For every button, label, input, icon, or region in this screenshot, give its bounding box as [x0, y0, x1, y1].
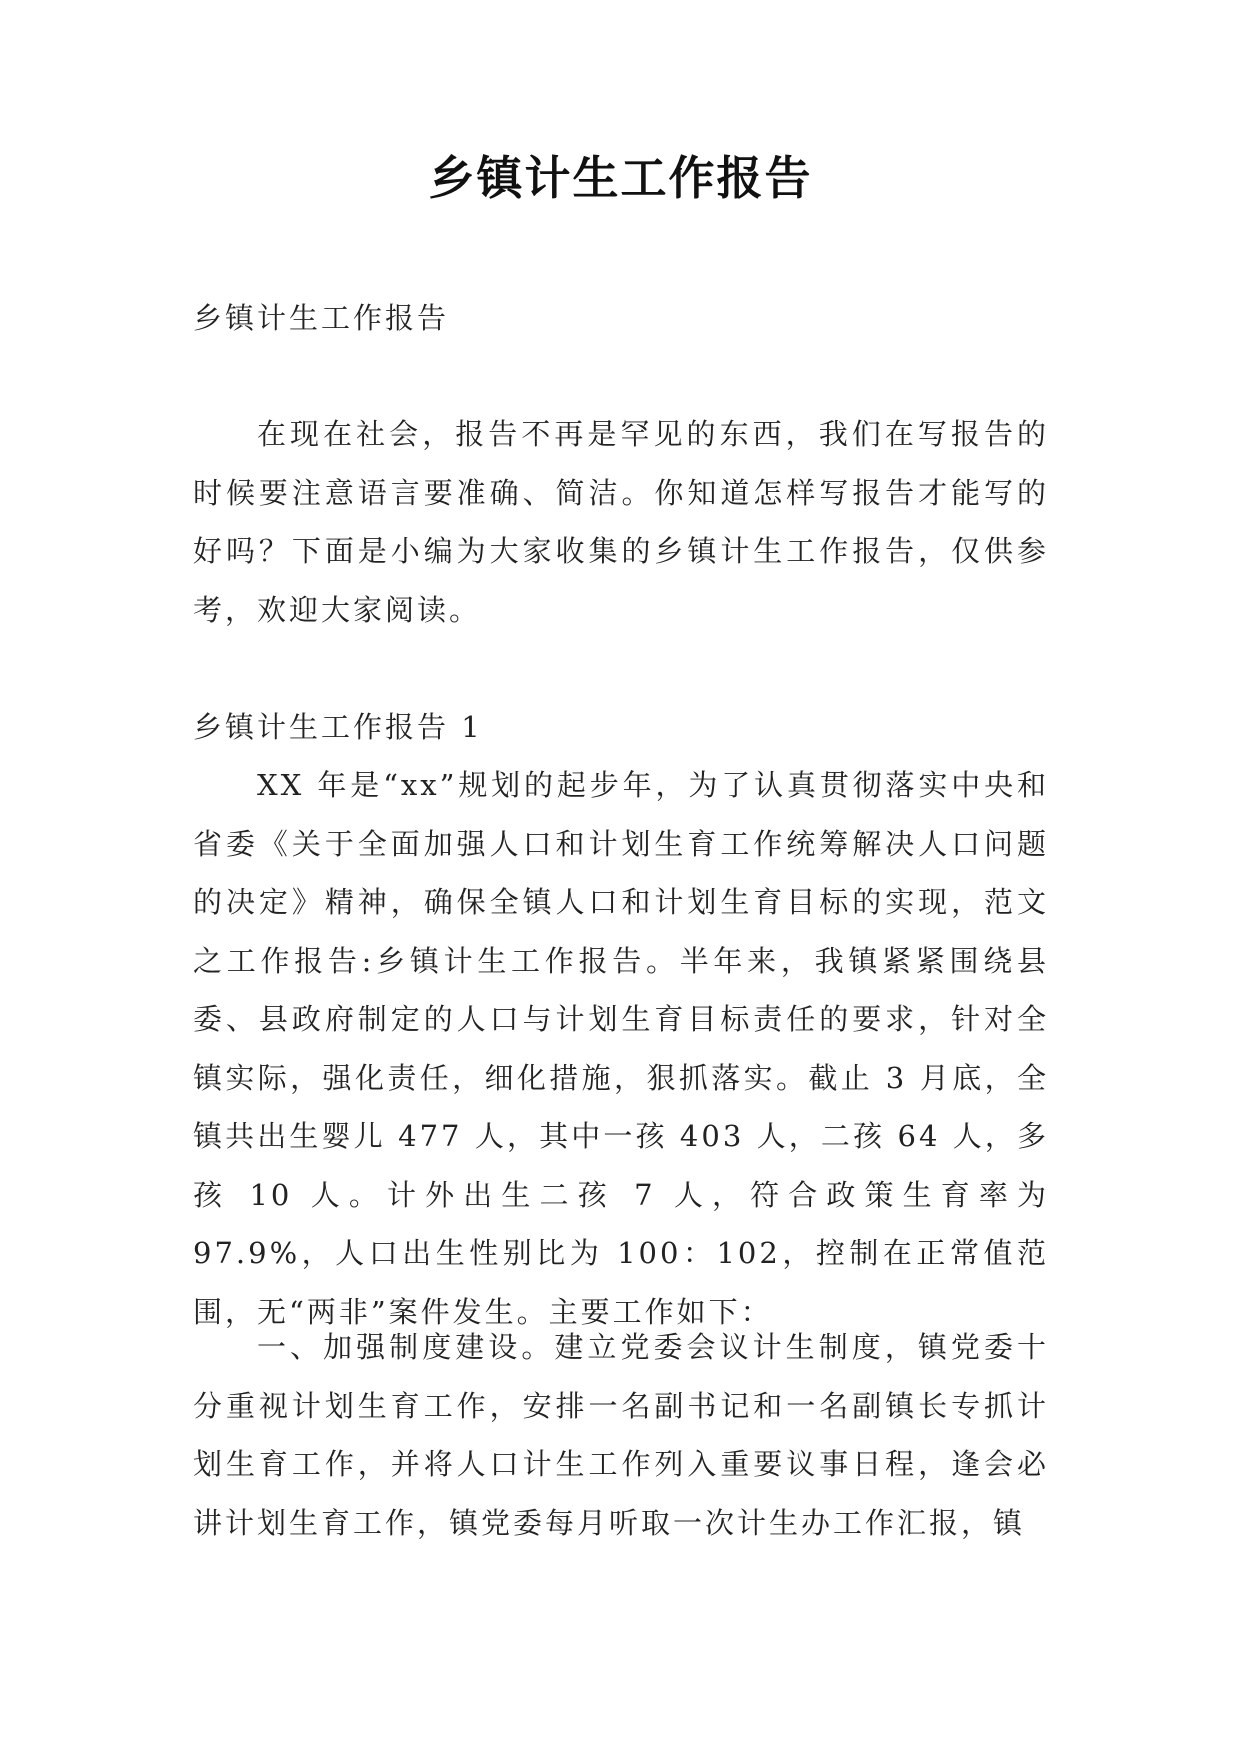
subtitle-heading: 乡镇计生工作报告 — [193, 301, 450, 335]
body-paragraph-1: XX 年是“xx”规划的起步年，为了认真贯彻落实中央和省委《关于全面加强人口和计划生育工作统筹解决人口问题的决定》精神，确保全镇人口和计划生育目标的实现，范文之工作报告:乡镇计生工作报告。半年来，我镇紧紧围绕县委、县政府制定的人口与计划生育目标责任的要求，针对全镇实际，强化责任，细化措施，狠抓落实。截止 3 月底，全镇共出生婴儿 477 人，其中一孩 403 人，二孩 64 人，多孩 10 人。计外出生二孩 7 人，符合政策生育率为 97.9%，人口出生性别比为 100：102，控制在正常值范围，无“两非”案件发生。主要工作如下： — [193, 768, 1049, 1329]
section-heading: 乡镇计生工作报告 1 — [193, 710, 483, 744]
intro-paragraph: 在现在社会，报告不再是罕见的东西，我们在写报告的时候要注意语言要准确、简洁。你知道怎样写报告才能写的好吗？下面是小编为大家收集的乡镇计生工作报告，仅供参考，欢迎大家阅读。 — [193, 417, 1049, 627]
document-title: 乡镇计生工作报告 — [428, 151, 813, 205]
body-paragraph-2: 一、加强制度建设。建立党委会议计生制度，镇党委十分重视计划生育工作，安排一名副书记和一名副镇长专抓计划生育工作，并将人口计生工作列入重要议事日程，逢会必讲计划生育工作，镇党委每月听取一次计生办工作汇报，镇 — [193, 1330, 1049, 1540]
